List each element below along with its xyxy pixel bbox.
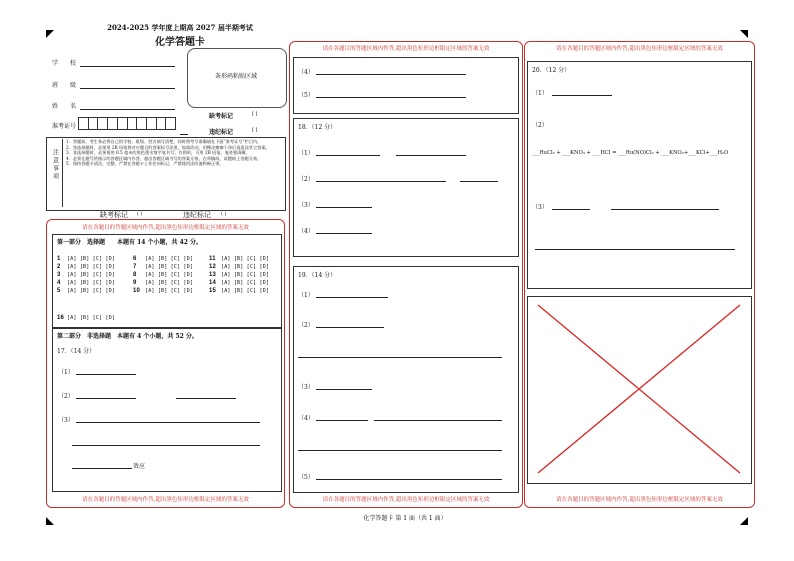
corner-mark-top-right [740,30,748,38]
section2-title: 第二部分 非选择题 本题有 4 个小题，共 52 分。 [57,333,198,340]
choice-row[interactable]: 12 [A] [B] [C] [D] [209,264,270,270]
notice-item: 2．答选择题时，必须用 2B 铅笔将对应题目的答案标号涂黑，如需改动，用橡皮擦擦干净后再选涂其它答案。 [66,144,270,150]
q20-part3-answer-a[interactable] [552,209,590,210]
absent-mark-box[interactable]: [ ] [252,111,258,117]
absent-mark-row-label: 缺考标记 [100,211,128,219]
page-footer: 化学答题卡 第 1 面（共 1 面） [363,515,447,522]
q20-equation[interactable]: ___RuCl₃ + ___KNO₃ + ___HCl = ___Ru(NO)Cl₃ + ___KNO₂+___KCl+___H₂O [532,150,729,156]
q17-part3-answer-c[interactable] [72,468,132,469]
q18-part1-label: （1） [298,150,314,157]
q18-part1-answer-a[interactable] [316,155,380,156]
corner-mark-top-left [46,30,54,38]
barcode-label: 条形码粘贴区域 [214,73,257,80]
class-field[interactable] [80,88,175,89]
divider [180,134,188,135]
q18-part2-answer-a[interactable] [316,181,446,182]
q20-title: 20．（12 分） [532,67,571,74]
q19-part2-answer[interactable] [316,327,384,328]
q18-title: 18．（12 分） [298,124,337,131]
q17-part2-label: （2） [58,393,74,400]
q20-part3-answer-line2[interactable] [535,249,735,250]
q19-part5-label: （5） [298,474,314,481]
q19-box [293,266,519,493]
q17-part2-answer-b[interactable] [176,398,236,399]
notice-item: 4．必须在题号所指示的答题区域内作答，超出答题区域书写的答案无效，在草稿纸、试题纸上答题无效。 [66,155,262,161]
school-label: 学 校 [52,60,77,67]
notice-title: 注意事项 [48,139,63,207]
q18-part4-answer[interactable] [316,233,372,234]
q17-tail-label: 效应 [133,463,146,470]
q20-part1-answer[interactable] [552,95,612,96]
q16-continued-box [293,57,519,114]
q18-part3-answer[interactable] [316,207,372,208]
q17-part1-answer[interactable] [76,374,136,375]
violation-mark-label: 违纪标记 [209,129,234,136]
q19-part4-answer-a[interactable] [316,420,368,421]
exam-title: 2024-2025 学年度上期高 2027 届半期考试 [107,23,253,32]
section1-title: 第一部分 选择题 本题有 14 个小题，共 42 分。 [57,239,203,246]
choice-row[interactable]: 14 [A] [B] [C] [D] [209,280,270,286]
choice-row[interactable]: 4 [A] [B] [C] [D] [57,280,116,286]
q19-part2-label: （2） [298,322,314,329]
choice-row[interactable]: 10 [A] [B] [C] [D] [133,288,194,294]
q17-part1-label: （1） [58,369,74,376]
q19-part4-answer-line2[interactable] [298,450,502,451]
q18-part3-label: （3） [298,202,314,209]
choice-row[interactable]: 13 [A] [B] [C] [D] [209,272,270,278]
q20-part3-answer-b[interactable] [611,209,719,210]
choice-row[interactable]: 1 [A] [B] [C] [D] [57,256,116,262]
notice-items [66,139,280,167]
q20-part2-label: （2） [532,122,548,129]
q19-part3-label: （3） [298,384,314,391]
corner-mark-bottom-right [740,517,748,525]
q17-title: 17．（14 分） [57,348,96,355]
choice-row[interactable]: 2 [A] [B] [C] [D] [57,264,116,270]
q17-part3-answer-b[interactable] [72,445,260,446]
q19-part4-answer-b[interactable] [374,420,502,421]
q19-part1-answer[interactable] [316,297,388,298]
choice-row[interactable]: 16 [A] [B] [C] [D] [57,315,116,321]
q16-part4-answer[interactable] [316,74,466,75]
area-notice-right-bottom: 请在各题目的答题区域内作答,超出黑色矩形边框限定区域的答案无效 [556,497,723,503]
q18-part2-answer-b[interactable] [460,181,498,182]
choice-row[interactable]: 6 [A] [B] [C] [D] [133,256,194,262]
q19-part4-label: （4） [298,415,314,422]
choice-row[interactable]: 11 [A] [B] [C] [D] [209,256,270,262]
q19-part3-answer[interactable] [316,389,372,390]
q19-part5-answer[interactable] [316,479,502,480]
q18-part4-label: （4） [298,228,314,235]
q19-part2-answer-line2[interactable] [298,357,502,358]
choice-row[interactable]: 7 [A] [B] [C] [D] [133,264,194,270]
name-field[interactable] [80,109,175,110]
subject-title: 化学答题卡 [155,37,205,48]
q18-part2-label: （2） [298,176,314,183]
q18-part1-answer-b[interactable] [396,155,466,156]
exam-id-label: 准考证号 [52,123,77,130]
q16-part5-answer[interactable] [316,97,466,98]
absent-mark-label: 缺考标记 [209,113,234,120]
choice-row[interactable]: 5 [A] [B] [C] [D] [57,288,116,294]
area-notice-middle-top: 请在各题目的答题区域内作答,超出黑色矩形边框限定区域的答案无效 [322,46,490,52]
q17-part3-label: （3） [58,417,74,424]
q20-part1-label: （1） [532,90,548,97]
q17-part2-answer-a[interactable] [76,398,136,399]
absent-mark-row-box[interactable]: ( ) [137,211,143,217]
area-notice-right-top: 请在各题目的答题区域内作答,超出黑色矩形边框限定区域的答案无效 [556,46,723,52]
q18-box [293,118,519,257]
choice-row[interactable]: 9 [A] [B] [C] [D] [133,280,194,286]
q19-part1-label: （1） [298,292,314,299]
violation-mark-row-label: 违纪标记 [183,211,211,219]
area-notice-middle-bottom: 请在各题目的答题区域内作答,超出黑色矩形边框限定区域的答案无效 [322,497,490,503]
notice-item: 3．非选择题时，必须使用 0.5 毫米的黑色墨水签字笔书写；作图时，可用 2B 铅笔，笔迹要清晰。 [66,150,250,156]
exam-id-boxes[interactable] [78,117,176,130]
choice-row[interactable]: 8 [A] [B] [C] [D] [133,272,194,278]
school-field[interactable] [80,66,175,67]
q17-part3-answer-a[interactable] [76,422,260,423]
violation-mark-row-box[interactable]: ( ) [221,211,227,217]
q20-part3-label: （3） [532,204,548,211]
area-notice-left-top: 请在各题目的答题区域内作答,超出黑色矩形边框限定区域的答案无效 [82,225,249,231]
choice-row[interactable]: 15 [A] [B] [C] [D] [209,288,270,294]
q16-part5-label: （5） [298,92,314,99]
notice-item: 1．答题前，考生务必将自己的学校、班级、姓名填写清楚，同时将考号准确填在下面“准考证号”栏目内。 [66,139,262,144]
area-notice-left-bottom: 请在各题目的答题区域内作答,超出黑色矩形边框限定区域的答案无效 [82,497,249,503]
cross-out-mark [528,297,750,481]
notice-item: 5．保持答题卡清洁、完整，严禁在答题卡上作任何标记，严禁使用涂改液和修正带。 [66,161,224,167]
violation-mark-box[interactable]: [ ] [252,127,258,133]
q16-part4-label: （4） [298,69,314,76]
name-label: 姓 名 [52,103,77,110]
q19-title: 19．（14 分） [298,272,337,279]
choice-row[interactable]: 3 [A] [B] [C] [D] [57,272,116,278]
class-label: 班 级 [52,82,77,89]
corner-mark-bottom-left [46,517,54,525]
